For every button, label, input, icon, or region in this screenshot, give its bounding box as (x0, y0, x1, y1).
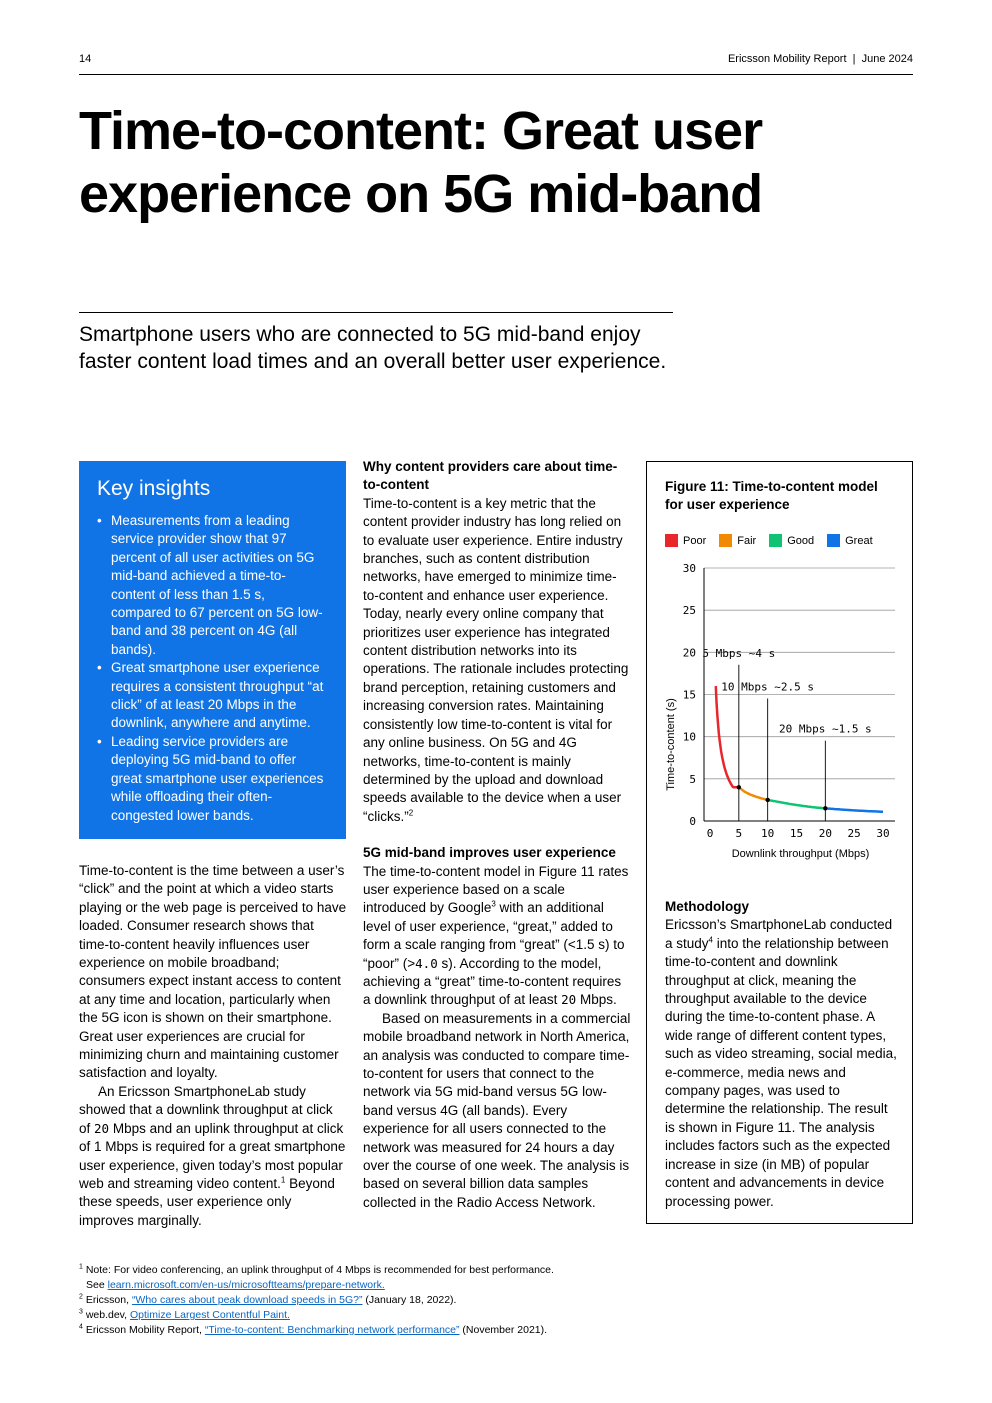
text-span: Ericsson, (85, 1294, 132, 1306)
legend-swatch (665, 534, 678, 547)
footnote-4 (79, 1323, 699, 1338)
footnote-number: 2 (79, 1293, 83, 1301)
text-span: Mbps. (576, 992, 617, 1008)
footnote-link[interactable]: “Time-to-content: Benchmarking network performance” (204, 1324, 460, 1336)
section-heading: Why content providers care about time-to-content (363, 459, 618, 493)
col2-paragraph-1 (363, 495, 631, 826)
chart-series (716, 686, 883, 812)
methodology-heading: Methodology (665, 899, 749, 914)
footnote-link[interactable]: Optimize Largest Contentful Paint. (130, 1309, 290, 1321)
text-span: with an additional level of user experience, “great,” added to form a scale ranging from “great” (<1.5 s) to “poor” (> (363, 900, 625, 971)
column-2 (363, 458, 631, 1212)
legend-item-great (827, 534, 873, 547)
y-tick-label: 15 (682, 688, 696, 702)
text-span: Note: For video conferencing, an uplink throughput of 4 Mbps is recommended for best performance. (85, 1264, 554, 1276)
legend-item-good (769, 534, 814, 547)
y-tick-label: 25 (682, 604, 696, 618)
footnote-ref: 3 (491, 899, 496, 909)
figure-box (646, 461, 913, 1224)
legend-item-poor (665, 534, 706, 547)
legend-swatch (719, 534, 732, 547)
number-20: 20 (561, 992, 577, 1008)
header-divider (79, 74, 913, 75)
section-heading: 5G mid-band improves user experience (363, 845, 616, 861)
lead-divider (79, 312, 673, 313)
lead-paragraph: Smartphone users who are connected to 5G mid-band enjoy faster content load times and an overall better user experience. (79, 323, 667, 373)
publication-header: Ericsson Mobility Report | June 2024 (727, 53, 913, 65)
page-title: Time-to-content: Great user experience on 5G mid-band (79, 101, 763, 224)
key-insights-box (79, 461, 346, 839)
text-span: See (86, 1279, 108, 1291)
legend-swatch (827, 534, 840, 547)
legend-label: Fair (737, 534, 757, 547)
footnote-ref: 1 (280, 1175, 286, 1185)
annotation-label: 5 Mbps ~4 s (702, 646, 776, 660)
footnote-number: 1 (79, 1263, 83, 1271)
number-4-0: 4.0 (415, 955, 438, 971)
chart-labels (665, 562, 890, 860)
footnote-number: 3 (79, 1308, 83, 1316)
number-20: 20 (94, 1120, 110, 1136)
chart-grid (704, 568, 895, 821)
text-span: web.dev, (85, 1309, 130, 1321)
y-tick-label: 0 (689, 815, 696, 828)
footnotes (79, 1263, 699, 1338)
y-tick-label: 5 (689, 772, 696, 786)
col1-paragraph-1: Time-to-content is the time between a user’s “click” and the point at which a video starts playing or the web page is perceived to have loaded. Consumer research shows that time-to-content heavily influences user experience on mobile broadband; consumers expect instant access to content at any time and location, particularly when the 5G icon is shown on their smartphone. Great user experiences are crucial for minimizing churn and maintaining customer satisfaction and loyalty. (79, 863, 347, 1081)
footnote-3 (79, 1308, 699, 1323)
col1-paragraph-2 (79, 1083, 347, 1230)
text-span: (January 18, 2022). (362, 1294, 457, 1306)
annotation-point (737, 785, 741, 789)
footnote-1-cont (79, 1278, 699, 1293)
x-tick-label: 10 (761, 827, 775, 840)
y-tick-label: 10 (682, 730, 696, 744)
footnote-ref: 2 (408, 808, 414, 818)
x-tick-label: 5 (735, 827, 743, 840)
text-span: Ericsson’s SmartphoneLab conducted a study (665, 917, 893, 951)
annotation-label: 10 Mbps ~2.5 s (721, 680, 815, 694)
footnote-1 (79, 1263, 699, 1278)
text-span: Mbps and an uplink throughput at click of 1 Mbps is required for a great smartphone user experience, given today’s most popular web and streaming video content. (79, 1120, 346, 1191)
text-span: (November 2021). (459, 1324, 548, 1336)
y-tick-label: 30 (682, 562, 696, 575)
x-tick-label: 0 (706, 827, 714, 840)
legend-label: Great (845, 534, 873, 547)
chart-legend (665, 534, 886, 547)
x-tick-label: 20 (818, 827, 832, 840)
x-axis-title: Downlink throughput (Mbps) (731, 848, 870, 860)
key-insight-item: • Measurements from a leading service provider show that 97 percent of all user activities on 5G mid-band achieved a time-to-content of less than 1.5 s, compared to 67 percent on 5G low-band and 38 percent on 4G (all bands). (111, 512, 328, 659)
x-tick-label: 15 (789, 827, 804, 840)
key-insight-item: • Great smartphone user experience requires a consistent throughput “at click” of at least 20 Mbps in the downlink, anywhere and anytime. (111, 659, 328, 733)
annotation-label: 20 Mbps ~1.5 s (778, 722, 872, 736)
text-span: into the relationship between time-to-content and downlink throughput at click, meaning the throughput available to the device during the time-to-content phase. A wide range of different content types, such as video streaming, social media, e-commerce, media news and company pages, was used to determine the relationship. The result is shown in Figure 11. The analysis includes factors such as the expected increase in size (in MB) of popular content and advancements in device processing power. (665, 935, 897, 1209)
annotation-point (823, 806, 827, 810)
x-tick-label: 25 (847, 827, 861, 840)
col2-paragraph-3: Based on measurements in a commercial mobile broadband network in North America, an analysis was conducted to compare time-to-content for users that connect to the network via 5G mid-band versus 5G low-band versus 4G (all bands). Every experience for all users connected to the network was measured for 24 hours a day over the course of one week. The analysis is based on several billion data samples collected in the Radio Access Network. (363, 1010, 631, 1210)
y-axis-title: Time-to-content (s) (665, 698, 677, 791)
key-insight-item: • Leading service providers are deploying 5G mid-band to offer great smartphone user experiences while offloading their often-congested lower bands. (111, 733, 328, 825)
text-span: The time-to-content model in Figure 11 rates user experience based on a scale introduced by Google (363, 863, 629, 916)
key-insights-heading: Key insights (97, 477, 211, 500)
footnote-ref: 4 (708, 935, 713, 945)
figure-title: Figure 11: Time-to-content model for user experience (665, 479, 878, 513)
footnote-link[interactable]: learn.microsoft.com/en-us/microsoftteams/prepare-network. (107, 1279, 385, 1291)
series-line-great (825, 808, 883, 811)
methodology-paragraph (665, 916, 900, 1211)
y-tick-label: 20 (682, 646, 696, 660)
text-span: Beyond these speeds, user experience only improves marginally. (79, 1175, 335, 1228)
footnote-2 (79, 1293, 699, 1308)
text-span: Ericsson Mobility Report, (85, 1324, 205, 1336)
col2-paragraph-2 (363, 863, 631, 1010)
legend-swatch (769, 534, 782, 547)
page-number: 14 (79, 53, 92, 65)
series-line-good (768, 800, 826, 808)
column-1 (79, 862, 347, 1230)
legend-item-fair (719, 534, 756, 547)
footnote-number: 4 (79, 1323, 83, 1331)
time-to-content-chart (647, 554, 912, 874)
annotation-point (765, 798, 769, 802)
text-span: s). According to the model, achieving a “great” time-to-content requires a downlink throughput of at least (363, 955, 622, 1008)
text-span: Time-to-content is a key metric that the content provider industry has long relied on to evaluate user experience. Entire industry branches, such as content distribution networks, have emerged to minimize time-to-content and enhance user experience. Today, nearly every online company that prioritizes user experience has integrated content distribution networks into its operations. The rationale includes protecting brand perception, retaining customers and increasing conversion rates. Maintaining consistently low time-to-content is vital for any online business. On 5G and 4G networks, time-to-content is mainly determined by the upload and download speeds available to the device when a user “clicks.” (363, 495, 629, 824)
series-line-fair (739, 787, 768, 800)
text-span: An Ericsson SmartphoneLab study showed that a downlink throughput at click of (79, 1083, 333, 1136)
legend-label: Poor (683, 534, 707, 547)
x-tick-label: 30 (876, 827, 890, 840)
legend-label: Good (787, 534, 815, 547)
key-insights-list (97, 512, 328, 825)
methodology-section (665, 898, 900, 1211)
footnote-link[interactable]: “Who cares about peak download speeds in 5G?” (131, 1294, 363, 1306)
